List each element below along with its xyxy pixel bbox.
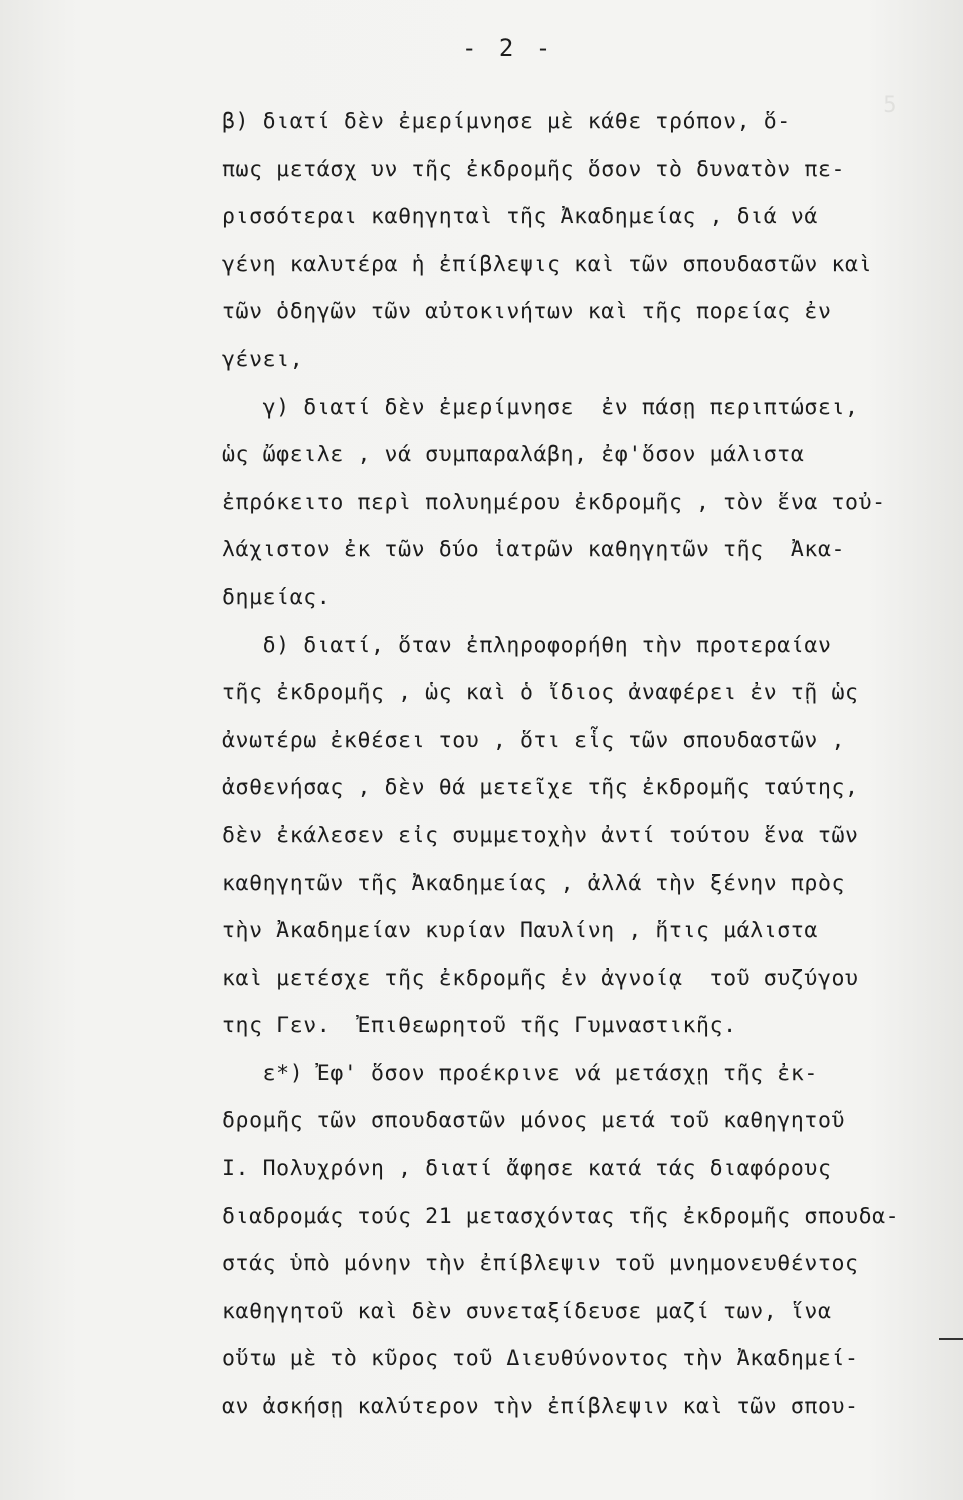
text-line: δὲν ἐκάλεσεν εἰς συμμετοχὴν ἀντί τούτου ἕνα τῶν (222, 822, 859, 848)
text-line: ρισσότεραι καθηγηταὶ τῆς Ἀκαδημείας , διά νά (222, 204, 818, 230)
text-line: γ) διατί δὲν ἐμερίμνησε ἐν πάσῃ περιπτώσει, (222, 394, 859, 420)
text-line: ἀσθενήσας , δὲν θά μετεῖχε τῆς ἐκδρομῆς ταύτης, (222, 775, 859, 801)
bleed-page-number: 5 (883, 93, 897, 118)
text-line: γένη καλυτέρα ἡ ἐπίβλεψις καὶ τῶν σπουδαστῶν καὶ (222, 251, 873, 277)
text-line: ἐπρόκειτο περὶ πολυημέρου ἐκδρομῆς , τὸν ἕνα τοὐ- (222, 489, 886, 515)
text-line: δημείας. (222, 584, 331, 610)
text-line: τῆς ἐκδρομῆς , ὡς καὶ ὁ ἴδιος ἀναφέρει ἐν τῇ ὡς (222, 680, 859, 706)
text-line: Ι. Πολυχρόνη , διατί ἄφησε κατά τάς διαφόρους (222, 1156, 832, 1182)
text-line: ὡς ὤφειλε , νά συμπαραλάβη, ἐφ'ὅσον μάλιστα (222, 442, 805, 468)
text-line: πως μετάσχ υν τῆς ἐκδρομῆς ὅσον τὸ δυνατὸν πε- (222, 156, 846, 182)
text-line: δρομῆς τῶν σπουδαστῶν μόνος μετά τοῦ καθηγητοῦ (222, 1108, 846, 1134)
text-line: αν ἀσκήσῃ καλύτερον τὴν ἐπίβλεψιν καὶ τῶν σπου- (222, 1394, 859, 1420)
text-line: στάς ὑπὸ μόνην τὴν ἐπίβλεψιν τοῦ μνημονευθέντος (222, 1251, 859, 1277)
text-line: ε*) Ἐφ' ὅσον προέκρινε νά μετάσχῃ τῆς ἐκ- (222, 1060, 818, 1086)
text-line: καὶ μετέσχε τῆς ἐκδρομῆς ἐν ἀγνοίᾳ τοῦ συζύγου (222, 965, 859, 991)
text-line: διαδρομάς τούς 21 μετασχόντας τῆς ἐκδρομῆς σπουδα- (222, 1203, 900, 1229)
text-line: τὴν Ἀκαδημείαν κυρίαν Παυλίνη , ἥτις μάλιστα (222, 918, 818, 944)
text-line: τῶν ὁδηγῶν τῶν αὐτοκινήτων καὶ τῆς πορείας ἐν (222, 299, 832, 325)
typed-text-body (222, 98, 932, 1431)
edge-mark (939, 1338, 963, 1340)
text-line: γένει, (222, 346, 304, 372)
text-line: οὕτω μὲ τὸ κῦρος τοῦ Διευθύνοντος τὴν Ἀκαδημεί- (222, 1346, 859, 1372)
text-line: β) διατί δὲν ἐμερίμνησε μὲ κάθε τρόπον, ὅ- (222, 109, 791, 134)
text-line: καθηγητοῦ καὶ δὲν συνεταξίδευσε μαζί των, ἵνα (222, 1298, 832, 1324)
page-number: - 2 - (462, 34, 555, 62)
text-line: καθηγητῶν τῆς Ἀκαδημείας , ἀλλά τὴν ξένην πρὸς (222, 870, 846, 896)
text-line: λάχιστον ἐκ τῶν δύο ἰατρῶν καθηγητῶν τῆς Ἀκα- (222, 537, 846, 563)
text-line: δ) διατί, ὅταν ἐπληροφορήθη τὴν προτεραίαν (222, 632, 832, 658)
text-line: της Γεν. Ἐπιθεωρητοῦ τῆς Γυμναστικῆς. (222, 1013, 737, 1039)
text-line: ἀνωτέρω ἐκθέσει του , ὅτι εἷς τῶν σπουδαστῶν , (222, 727, 846, 753)
